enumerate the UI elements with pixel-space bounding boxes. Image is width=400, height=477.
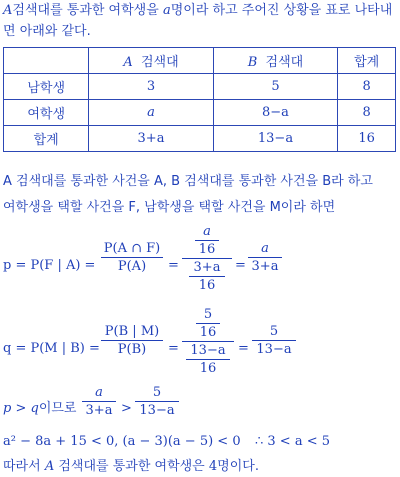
p-frac-1-num: P(A ∩ F) bbox=[103, 241, 161, 256]
ineq-gt: > bbox=[121, 401, 132, 416]
conclusion-var: A bbox=[44, 459, 55, 474]
conclusion-suffix: 명이다. bbox=[217, 459, 259, 474]
ineq-pq: p > q bbox=[3, 401, 39, 416]
ineq-left-num: a bbox=[95, 385, 103, 400]
table-header-cell: B 검색대 bbox=[213, 48, 338, 74]
table-header-cell bbox=[4, 48, 89, 74]
p-frac-2-dn: 3+a bbox=[193, 260, 221, 275]
table-header-cell: 합계 bbox=[338, 48, 396, 74]
table-cell: 5 bbox=[213, 74, 338, 100]
table-cell: 8 bbox=[338, 100, 396, 126]
q-frac-2 bbox=[182, 307, 234, 376]
p-frac-2-nn: a bbox=[203, 224, 211, 239]
data-table bbox=[3, 47, 396, 152]
intro-line-1 bbox=[3, 3, 392, 19]
p-frac-3-num: a bbox=[261, 241, 269, 256]
q-frac-1-den: P(B) bbox=[117, 342, 147, 357]
ineq-right-den: 13−a bbox=[139, 403, 175, 418]
table-cell: 16 bbox=[338, 126, 396, 152]
q-eq-sign: = bbox=[168, 341, 179, 356]
table-cell: a bbox=[89, 100, 213, 126]
p-eq-lhs: p = P(F | A) = bbox=[3, 258, 96, 273]
conclusion-line bbox=[3, 459, 259, 475]
ineq-right-num: 5 bbox=[152, 385, 162, 400]
intro-var-A: A bbox=[3, 3, 13, 18]
table-header-row bbox=[4, 48, 396, 74]
conclusion-num: 4 bbox=[208, 459, 218, 474]
intro-text-1b: 명이라 하고 주어진 상황을 표로 나타내 bbox=[170, 3, 393, 18]
intro-var-a: a bbox=[162, 3, 171, 18]
conclusion-prefix: 따라서 bbox=[3, 459, 45, 474]
p-frac-1-den: P(A) bbox=[117, 259, 147, 274]
p-frac-2 bbox=[182, 224, 232, 293]
quad-line: a² − 8a + 15 < 0, (a − 3)(a − 5) < 0 bbox=[3, 434, 241, 449]
q-eq-lhs: q = P(M | B) = bbox=[3, 341, 100, 356]
p-frac-2-nd: 16 bbox=[198, 242, 216, 257]
q-frac-2-nn: 5 bbox=[203, 307, 213, 322]
p-frac-1 bbox=[101, 241, 163, 274]
conclusion-mid: 검색대를 통과한 여학생은 bbox=[54, 459, 209, 474]
q-eq-sign-2: = bbox=[238, 341, 249, 356]
table-cell: 3+a bbox=[89, 126, 213, 152]
p-frac-2-dd: 16 bbox=[198, 278, 216, 293]
q-frac-3-num: 5 bbox=[269, 324, 279, 339]
table-cell: 남학생 bbox=[4, 74, 89, 100]
table-row bbox=[4, 74, 396, 100]
q-frac-1 bbox=[101, 324, 163, 357]
therefore-line: ∴ 3 < a < 5 bbox=[255, 434, 331, 449]
table-row bbox=[4, 126, 396, 152]
table-cell: 8 bbox=[338, 74, 396, 100]
table-cell: 여학생 bbox=[4, 100, 89, 126]
p-frac-3 bbox=[248, 241, 282, 274]
table-cell: 3 bbox=[89, 74, 213, 100]
q-frac-1-num: P(B | M) bbox=[104, 324, 160, 339]
q-frac-2-dd: 16 bbox=[199, 361, 217, 376]
ineq-frac-left bbox=[82, 385, 116, 418]
intro-text-1: 검색대를 통과한 여학생을 bbox=[12, 3, 163, 18]
ineq-frac-right bbox=[135, 385, 179, 418]
intro-line-2: 면 아래와 같다. bbox=[3, 24, 91, 39]
ineq-prefix bbox=[3, 401, 77, 417]
p-eq-sign: = bbox=[168, 258, 179, 273]
table-row bbox=[4, 100, 396, 126]
p-frac-3-den: 3+a bbox=[251, 259, 279, 274]
q-frac-3 bbox=[252, 324, 296, 357]
table-cell: 합계 bbox=[4, 126, 89, 152]
table-cell: 8−a bbox=[213, 100, 338, 126]
events-line-2: 여학생을 택할 사건을 F, 남학생을 택할 사건을 M이라 하면 bbox=[3, 200, 336, 215]
p-eq-sign-2: = bbox=[235, 258, 246, 273]
table-cell: 13−a bbox=[213, 126, 338, 152]
q-frac-2-dn: 13−a bbox=[190, 343, 226, 358]
q-frac-3-den: 13−a bbox=[256, 342, 292, 357]
events-line-1: A 검색대를 통과한 사건을 A, B 검색대를 통과한 사건을 B라 하고 bbox=[3, 174, 373, 189]
table-header-cell: A 검색대 bbox=[89, 48, 213, 74]
ineq-word: 이므로 bbox=[38, 401, 77, 416]
ineq-left-den: 3+a bbox=[85, 403, 113, 418]
q-frac-2-nd: 16 bbox=[199, 325, 217, 340]
